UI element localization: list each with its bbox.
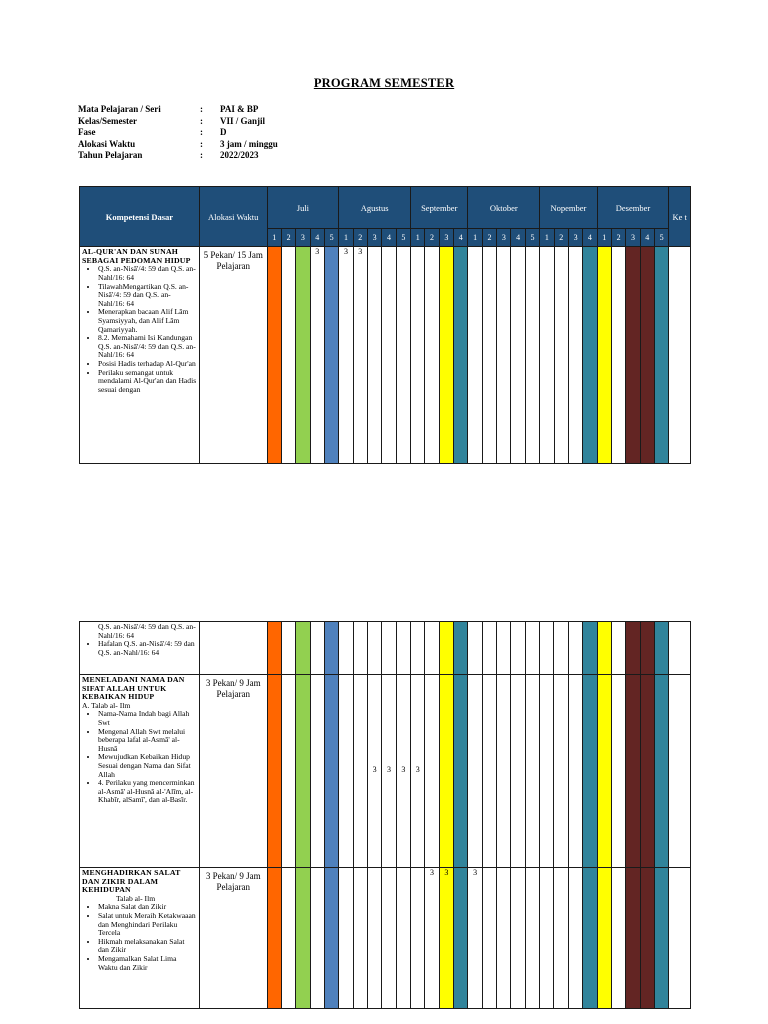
week-cell [568,868,582,1009]
week-cell [654,868,668,1009]
meta-label: Fase [78,127,96,138]
kd-list [82,623,197,657]
week-cell [310,868,324,1009]
week-cell [540,622,554,675]
week-cell [339,675,353,868]
alokasi-cell: 5 Pekan/ 15 Jam Pelajaran [199,247,267,464]
kd-item: • Q.S. an-Nisā'/4: 59 dan Q.S. an-Nahl/16: 64 [98,265,197,282]
meta-sep: : [200,150,203,161]
week-cell [554,622,568,675]
program-table-2 [79,621,691,1009]
week-number: 2 [554,229,568,247]
week-cell [568,675,582,868]
week-cell [540,868,554,1009]
week-cell [611,675,625,868]
week-cell [425,622,439,675]
week-number: 3 [626,229,640,247]
week-cell [597,675,611,868]
week-cell [411,247,425,464]
meta-value: D [220,127,227,138]
week-cell [597,622,611,675]
ket-cell [669,675,691,868]
week-cell [468,622,482,675]
meta-row-subject [78,104,278,116]
jp-mark: 3 [387,765,392,774]
week-cell [411,622,425,675]
meta-value: VII / Ganjil [220,115,266,126]
week-cell [382,622,396,675]
header-month: Nopember [540,187,597,229]
week-cell [281,622,295,675]
week-cell [439,622,453,675]
week-cell [382,675,396,868]
week-number: 4 [511,229,525,247]
jp-mark: 3 [401,765,406,774]
program-table-1 [79,186,691,464]
week-cell [568,622,582,675]
kd-heading: MENGHADIRKAN SALAT DAN ZIKIR DALAM KEHIDUPAN [82,868,181,895]
week-cell [296,675,310,868]
week-number: 4 [382,229,396,247]
week-number: 2 [482,229,496,247]
ket-cell [669,622,691,675]
week-cell [324,868,338,1009]
header-month: Oktober [468,187,540,229]
kd-item: • Hafalan Q.S. an-Nisā'/4: 59 dan Q.S. an-Nahl/16: 64 [98,640,197,657]
week-cell [454,868,468,1009]
week-cell [454,247,468,464]
week-number: 3 [439,229,453,247]
page-title: PROGRAM SEMESTER [313,76,455,90]
week-cell [339,622,353,675]
alokasi-cell: 3 Pekan/ 9 Jam Pelajaran [199,675,267,868]
meta-sep: : [200,138,203,149]
meta-row-time [78,139,278,151]
week-cell [296,868,310,1009]
week-number: 4 [310,229,324,247]
week-cell [468,247,482,464]
week-cell [324,247,338,464]
meta-value: 3 jam / minggu [220,138,278,149]
week-cell [583,622,597,675]
kd-item: • Salat untuk Meraih Ketakwaaan dan Menghindari Perilaku Tercela [98,912,197,938]
week-cell [368,675,382,868]
week-number: 1 [468,229,482,247]
week-number: 5 [396,229,410,247]
header-month: Desember [597,187,669,229]
week-cell [425,675,439,868]
week-number: 1 [411,229,425,247]
kd-item: • Posisi Hadis terhadap Al-Qur'an [98,360,197,369]
week-number: 4 [583,229,597,247]
week-cell [511,675,525,868]
week-cell [640,868,654,1009]
header-month: Juli [267,187,339,229]
week-cell [640,675,654,868]
meta-sep: : [200,115,203,126]
week-cell [511,868,525,1009]
kd-cell [80,675,200,868]
week-cell [583,868,597,1009]
week-cell [626,675,640,868]
jp-mark: 3 [415,765,420,774]
week-cell [310,622,324,675]
week-cell [281,868,295,1009]
header-alokasi: Alokasi Waktu [199,187,267,247]
week-number: 2 [353,229,367,247]
week-cell [353,675,367,868]
week-cell [654,675,668,868]
kd-cell [80,247,200,464]
week-cell [296,247,310,464]
week-number: 5 [654,229,668,247]
week-cell [324,675,338,868]
meta-sep: : [200,104,203,114]
meta-label: Alokasi Waktu [78,138,136,149]
kd-item-continued: Q.S. an-Nisā'/4: 59 dan Q.S. an-Nahl/16: 64 [98,622,196,640]
week-cell [511,247,525,464]
ket-cell [669,868,691,1009]
week-cell [281,675,295,868]
week-cell [525,622,539,675]
week-number: 3 [296,229,310,247]
week-cell [497,247,511,464]
week-cell [454,622,468,675]
meta-value: PAI & BP [220,104,259,114]
kd-list [82,265,197,394]
header-month: September [411,187,468,229]
week-cell [597,868,611,1009]
week-cell [654,247,668,464]
kd-cell [80,868,200,1009]
jp-mark: 3 [473,868,478,877]
kd-heading: AL-QUR'AN DAN SUNAH SEBAGAI PEDOMAN HIDUP [82,247,191,265]
week-cell [310,675,324,868]
week-cell [382,247,396,464]
kd-item: • Hikmah melaksanakan Salat dan Zikir [98,938,197,955]
meta-label: Kelas/Semester [78,115,137,126]
kd-item: • Perilaku semangat untuk mendalami Al-Qur'an dan Hadis sesuai dengan [98,369,197,395]
week-cell [353,868,367,1009]
week-cell [324,622,338,675]
week-cell [540,247,554,464]
kd-item: • Mengenal Allah Swt melalui beberapa lafal al-Asmā' al-Husnā [98,728,197,754]
week-cell [425,247,439,464]
week-cell [368,868,382,1009]
week-number: 1 [540,229,554,247]
week-number: 1 [339,229,353,247]
meta-label: Tahun Pelajaran [78,150,143,161]
meta-label: Mata Pelajaran / Seri [78,104,161,114]
week-cell [439,675,453,868]
week-cell [626,868,640,1009]
week-cell [554,675,568,868]
week-cell [626,247,640,464]
kd-item: • Nama-Nama Indah bagi Allah Swt [98,710,197,727]
week-cell [296,622,310,675]
kd-subheading: Talab al- Ilm [116,893,156,903]
week-cell [568,247,582,464]
kd-item: • TilawahMengartikan Q.S. an-Nisā'/4: 59 dan Q.S. an-Nahl/16: 64 [98,283,197,309]
week-cell [640,247,654,464]
jp-mark: 3 [343,247,348,257]
week-cell [396,247,410,464]
alokasi-cell [199,622,267,675]
week-number: 2 [281,229,295,247]
kd-item: • 8.2. Memahami Isi Kandungan Q.S. an-Nisā'/4: 59 dan Q.S. an-Nahl/16: 64 [98,334,197,360]
kd-item: • Mewujudkan Kebaikan Hidup Sesuai dengan Nama dan Sifat Allah [98,753,197,779]
week-cell [525,675,539,868]
kd-list [82,903,197,972]
week-cell [554,247,568,464]
week-cell [497,622,511,675]
week-cell [439,247,453,464]
week-cell [525,868,539,1009]
header-kompetensi: Kompetensi Dasar [80,187,200,247]
week-number: 1 [597,229,611,247]
week-cell [411,675,425,868]
week-cell [482,247,496,464]
week-cell [540,675,554,868]
week-cell [482,868,496,1009]
week-cell [396,868,410,1009]
week-number: 5 [324,229,338,247]
kd-item: • 4. Perilaku yang mencerminkan al-Asmā' al-Husnā al-'Alīm, al-Khabīr, alSamī', dan al-Basīr. [98,779,197,805]
week-cell [654,622,668,675]
week-number: 4 [454,229,468,247]
week-number: 3 [568,229,582,247]
week-cell [439,868,453,1009]
week-cell [267,675,281,868]
week-cell [267,868,281,1009]
week-cell [468,675,482,868]
week-cell [497,675,511,868]
week-cell [511,622,525,675]
week-cell [597,247,611,464]
week-cell [454,675,468,868]
week-cell [611,622,625,675]
kd-list [82,710,197,805]
jp-mark: 3 [358,247,363,257]
kd-subheading: A. Talab al- Ilm [82,700,131,710]
header-month: Agustus [339,187,411,229]
jp-mark: 3 [372,765,377,774]
week-cell [640,622,654,675]
kd-cell [80,622,200,675]
week-cell [396,622,410,675]
week-number: 1 [267,229,281,247]
week-number: 2 [611,229,625,247]
week-cell [396,675,410,868]
meta-row-class [78,116,278,128]
kd-item: • Menerapkan bacaan Alif Lām Syamsiyyah, dan Alif Lām Qamariyyah. [98,308,197,334]
week-number: 5 [525,229,539,247]
week-cell [339,247,353,464]
meta-value: 2022/2023 [220,150,259,161]
week-cell [368,622,382,675]
week-cell [353,622,367,675]
week-cell [525,247,539,464]
header-ket: Ke t [669,187,691,247]
meta-row-year [78,150,278,162]
week-cell [425,868,439,1009]
week-cell [353,247,367,464]
document-meta [78,104,278,162]
week-cell [468,868,482,1009]
week-cell [626,622,640,675]
week-number: 3 [367,229,381,247]
week-cell [482,622,496,675]
week-cell [497,868,511,1009]
week-cell [382,868,396,1009]
week-cell [583,247,597,464]
jp-mark: 3 [444,868,449,877]
week-cell [367,247,381,464]
week-cell [267,622,281,675]
kd-heading: MENELADANI NAMA DAN SIFAT ALLAH UNTUK KEBAIKAN HIDUP [82,675,185,702]
meta-sep: : [200,127,203,138]
week-cell [482,675,496,868]
week-number: 3 [497,229,511,247]
week-cell [611,868,625,1009]
week-cell [554,868,568,1009]
ket-cell [669,247,691,464]
week-cell [281,247,295,464]
alokasi-cell: 3 Pekan/ 9 Jam Pelajaran [199,868,267,1009]
jp-mark: 3 [315,247,320,257]
jp-mark: 3 [430,868,435,877]
kd-item: • Makna Salat dan Zikir [98,903,197,912]
week-cell [611,247,625,464]
week-cell [411,868,425,1009]
meta-row-phase [78,127,278,139]
week-cell [310,247,324,464]
week-cell [267,247,281,464]
week-number: 4 [640,229,654,247]
week-cell [339,868,353,1009]
kd-item: • Mengamalkan Salat Lima Waktu dan Zikir [98,955,197,972]
week-cell [583,675,597,868]
week-number: 2 [425,229,439,247]
